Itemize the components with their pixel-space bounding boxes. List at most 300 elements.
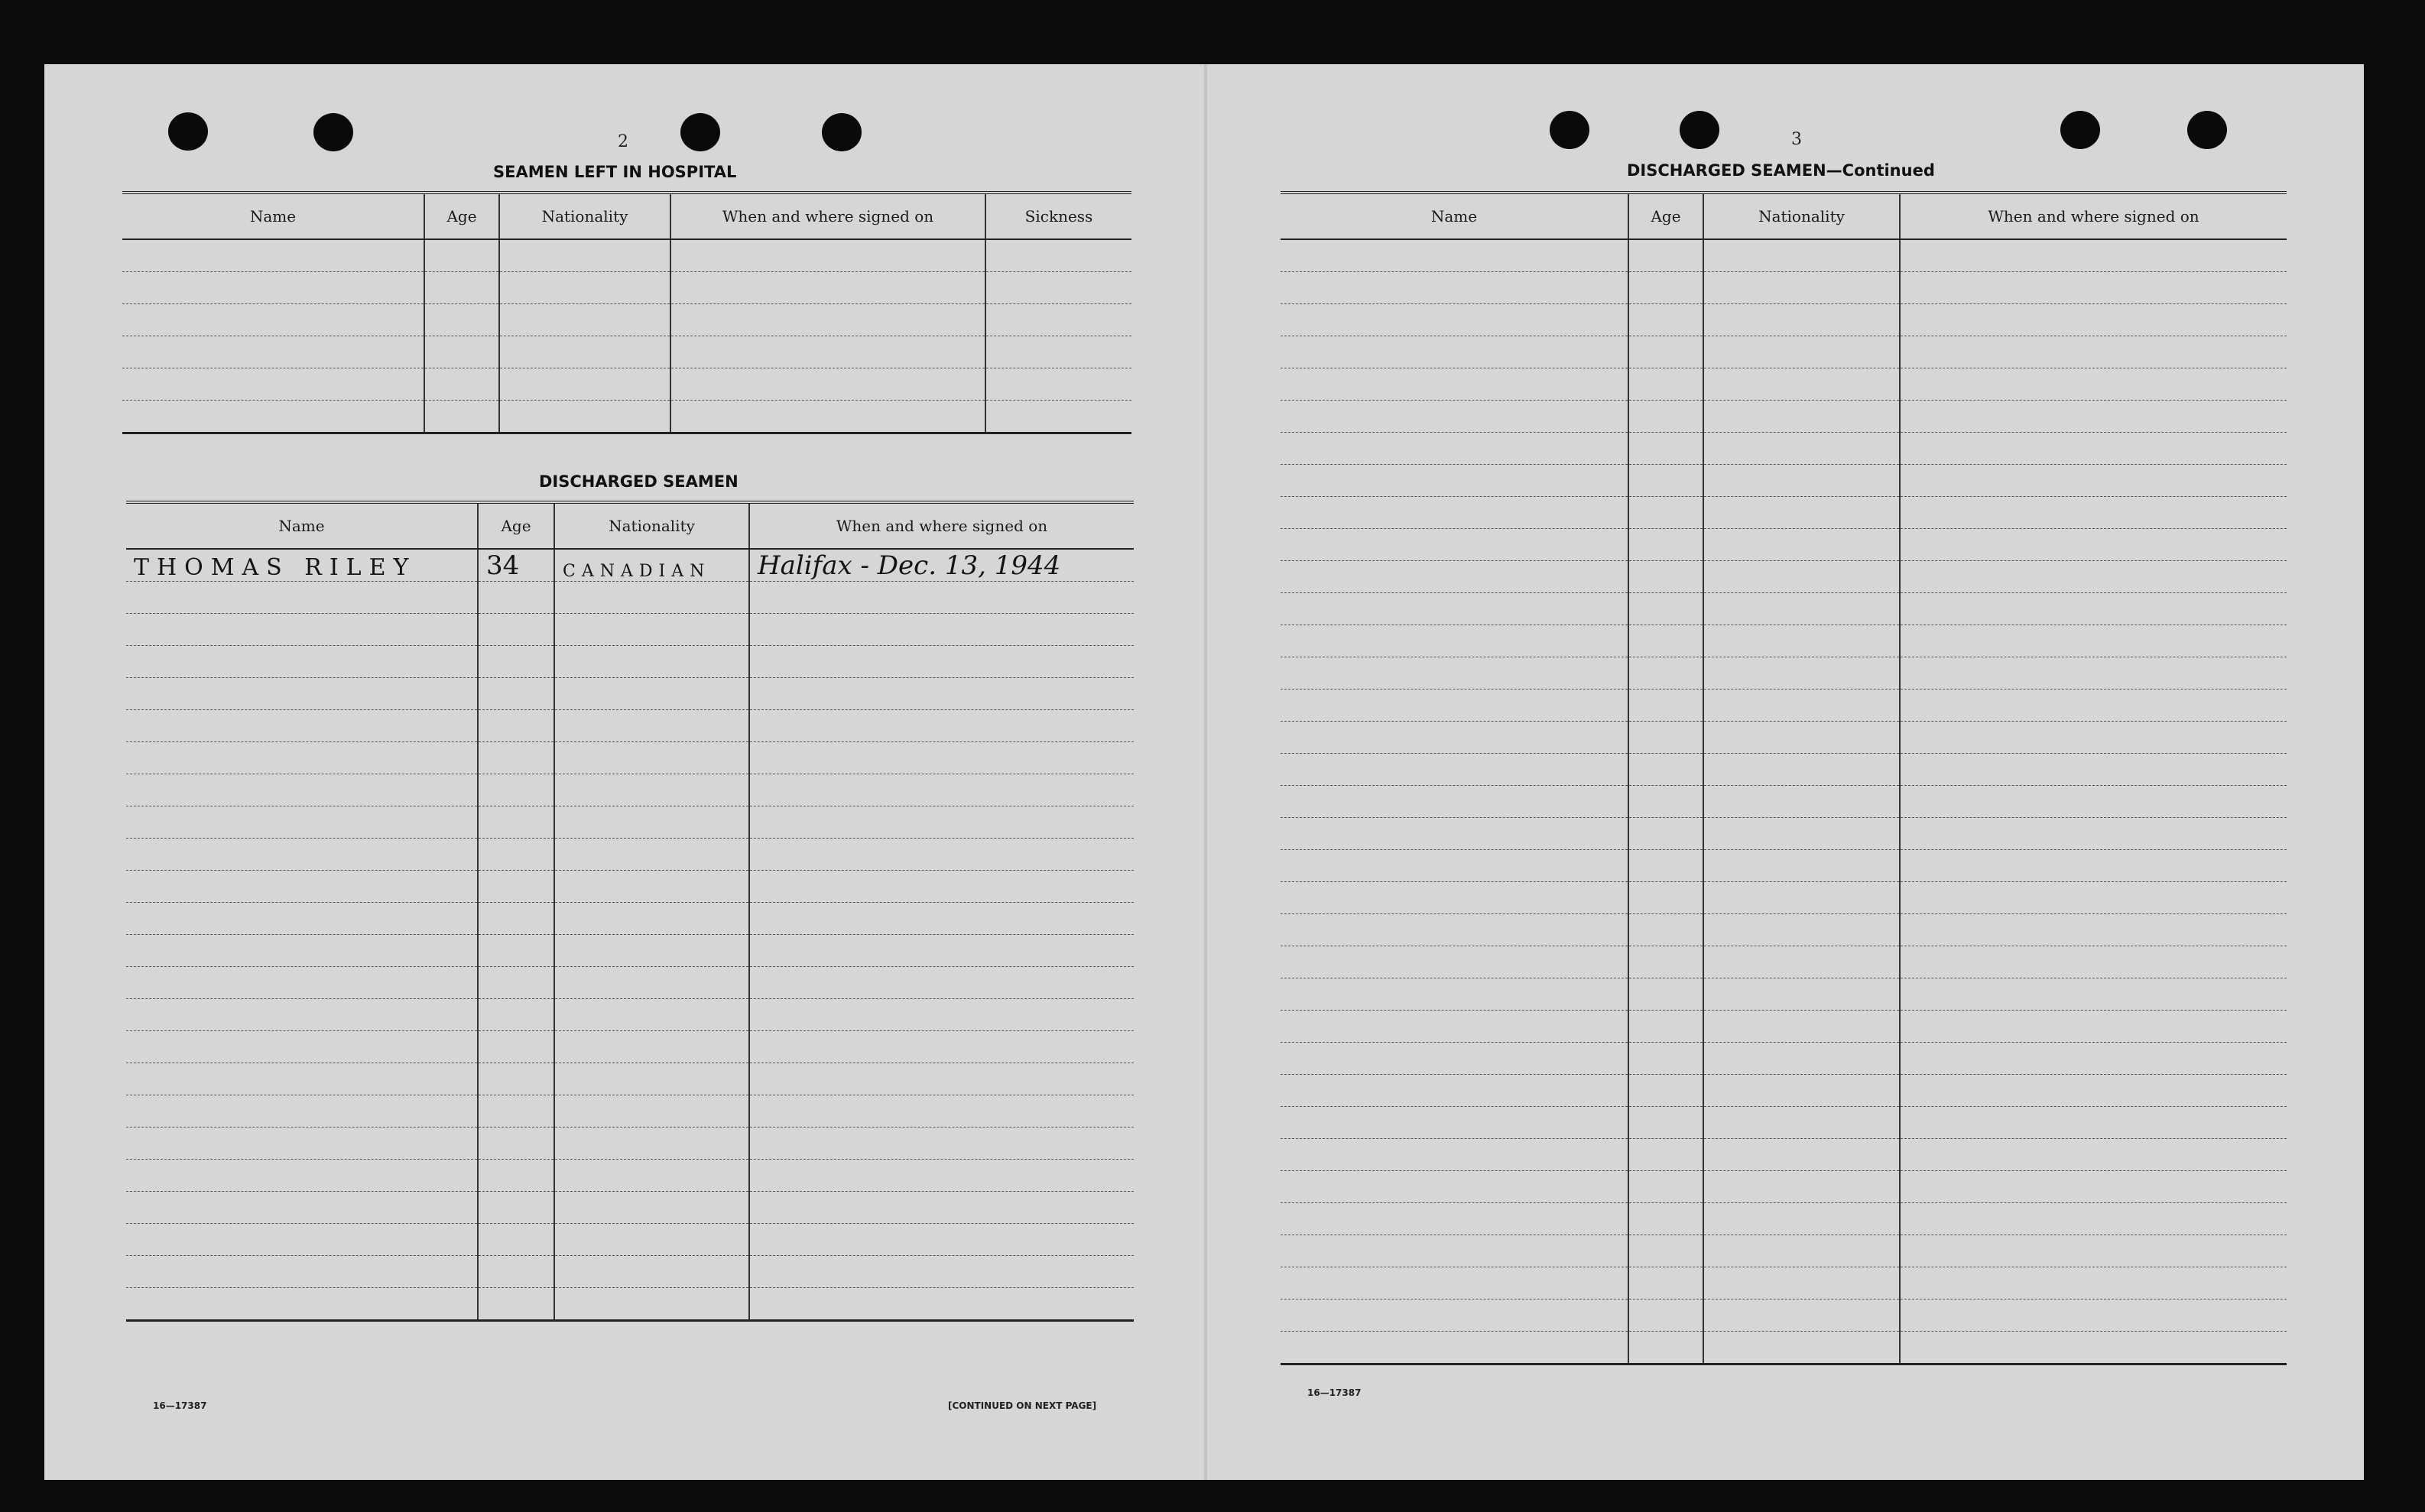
blank-cell xyxy=(554,1095,749,1128)
blank-row xyxy=(126,1063,1134,1095)
discharged-section-title: DISCHARGED SEAMEN xyxy=(539,472,739,491)
blank-cell xyxy=(1281,529,1628,561)
seaman-nationality: CANADIAN xyxy=(563,561,711,581)
blank-cell xyxy=(1628,1043,1703,1075)
blank-row xyxy=(1281,239,2287,272)
column-header-signed-on: When and where signed on xyxy=(670,193,985,239)
blank-cell xyxy=(478,774,554,806)
blank-cell xyxy=(1900,914,2287,946)
blank-row xyxy=(1281,882,2287,914)
blank-cell xyxy=(1900,561,2287,593)
blank-cell xyxy=(1628,304,1703,336)
blank-cell xyxy=(126,806,478,839)
blank-cell xyxy=(1281,914,1628,946)
blank-cell xyxy=(1703,368,1900,401)
blank-cell xyxy=(478,742,554,774)
blank-cell xyxy=(126,1192,478,1224)
blank-row xyxy=(1281,272,2287,304)
blank-cell xyxy=(1703,304,1900,336)
punch-hole xyxy=(822,113,862,151)
blank-cell xyxy=(1281,786,1628,818)
blank-cell xyxy=(1628,1267,1703,1299)
blank-cell xyxy=(499,336,670,368)
blank-cell xyxy=(554,1224,749,1256)
blank-cell xyxy=(1900,625,2287,657)
blank-row xyxy=(1281,368,2287,401)
blank-cell xyxy=(1703,401,1900,433)
blank-cell xyxy=(478,806,554,839)
blank-cell xyxy=(1628,529,1703,561)
blank-row xyxy=(126,871,1134,903)
blank-cell xyxy=(1281,239,1628,272)
blank-cell xyxy=(424,239,499,272)
blank-cell xyxy=(126,871,478,903)
blank-cell xyxy=(1900,1267,2287,1299)
column-header-nationality: Nationality xyxy=(499,193,670,239)
blank-cell xyxy=(554,1031,749,1063)
blank-cell xyxy=(1628,689,1703,722)
blank-cell xyxy=(122,401,424,433)
blank-row xyxy=(1281,1332,2287,1364)
blank-cell xyxy=(554,582,749,614)
punch-hole xyxy=(2060,111,2100,149)
blank-cell xyxy=(126,1256,478,1288)
blank-cell xyxy=(424,368,499,401)
blank-cell xyxy=(749,1095,1134,1128)
blank-cell xyxy=(478,1192,554,1224)
blank-cell xyxy=(126,646,478,678)
blank-cell xyxy=(126,967,478,999)
form-number-left: 16—17387 xyxy=(153,1400,207,1411)
blank-cell xyxy=(749,1192,1134,1224)
blank-row xyxy=(122,239,1131,272)
blank-cell xyxy=(1628,465,1703,497)
blank-cell xyxy=(554,1192,749,1224)
blank-cell xyxy=(126,1160,478,1192)
blank-cell xyxy=(126,1031,478,1063)
blank-row xyxy=(1281,1107,2287,1139)
column-header-signed-on: When and where signed on xyxy=(749,502,1134,549)
blank-row xyxy=(1281,336,2287,368)
blank-cell xyxy=(1703,1107,1900,1139)
blank-cell xyxy=(1281,1235,1628,1267)
blank-cell xyxy=(1900,1011,2287,1043)
seaman-age: 34 xyxy=(486,550,520,581)
blank-cell xyxy=(749,646,1134,678)
blank-row xyxy=(1281,529,2287,561)
blank-cell xyxy=(1281,593,1628,625)
blank-row xyxy=(126,678,1134,710)
blank-cell xyxy=(1703,1299,1900,1332)
blank-cell xyxy=(1703,754,1900,786)
blank-cell xyxy=(1703,914,1900,946)
blank-row xyxy=(126,1256,1134,1288)
blank-cell xyxy=(122,336,424,368)
blank-cell xyxy=(1281,561,1628,593)
blank-row xyxy=(126,582,1134,614)
blank-cell xyxy=(478,710,554,742)
blank-cell xyxy=(985,272,1131,304)
blank-cell xyxy=(554,646,749,678)
blank-cell xyxy=(749,967,1134,999)
blank-cell xyxy=(1703,433,1900,465)
blank-row xyxy=(126,806,1134,839)
blank-cell xyxy=(478,1256,554,1288)
blank-cell xyxy=(554,774,749,806)
blank-cell xyxy=(1900,978,2287,1011)
blank-row xyxy=(126,1095,1134,1128)
blank-row xyxy=(126,1192,1134,1224)
blank-cell xyxy=(1703,850,1900,882)
blank-cell xyxy=(122,272,424,304)
blank-cell xyxy=(554,871,749,903)
continued-note: [CONTINUED ON NEXT PAGE] xyxy=(948,1400,1097,1411)
blank-cell xyxy=(985,368,1131,401)
blank-cell xyxy=(1628,1171,1703,1203)
blank-cell xyxy=(126,742,478,774)
hospital-table xyxy=(122,191,1131,434)
blank-cell xyxy=(1628,368,1703,401)
blank-row xyxy=(126,967,1134,999)
blank-cell xyxy=(1628,239,1703,272)
blank-cell xyxy=(1628,1107,1703,1139)
blank-cell xyxy=(554,903,749,935)
seaman-name: THOMAS RILEY xyxy=(134,553,417,581)
blank-cell xyxy=(554,1288,749,1321)
blank-cell xyxy=(1900,1043,2287,1075)
blank-cell xyxy=(1281,1203,1628,1235)
blank-cell xyxy=(1628,914,1703,946)
blank-cell xyxy=(1900,1139,2287,1171)
blank-cell xyxy=(1281,722,1628,754)
blank-cell xyxy=(1628,625,1703,657)
blank-cell xyxy=(126,1288,478,1321)
blank-cell xyxy=(1628,1139,1703,1171)
blank-cell xyxy=(478,871,554,903)
blank-cell xyxy=(749,806,1134,839)
column-header-age: Age xyxy=(424,193,499,239)
blank-row xyxy=(1281,850,2287,882)
blank-cell xyxy=(554,935,749,967)
blank-cell xyxy=(126,999,478,1031)
blank-cell xyxy=(749,903,1134,935)
blank-row xyxy=(1281,1139,2287,1171)
blank-cell xyxy=(1703,946,1900,978)
blank-cell xyxy=(1703,239,1900,272)
blank-cell xyxy=(1628,882,1703,914)
blank-cell xyxy=(126,1224,478,1256)
blank-cell xyxy=(122,239,424,272)
discharged-table-blank-rows xyxy=(126,582,1134,1321)
table-cell xyxy=(126,549,478,582)
blank-cell xyxy=(554,1128,749,1160)
blank-cell xyxy=(1281,754,1628,786)
column-header-nationality: Nationality xyxy=(554,502,749,549)
blank-cell xyxy=(670,239,985,272)
blank-cell xyxy=(1281,657,1628,689)
blank-cell xyxy=(1900,1107,2287,1139)
blank-row xyxy=(126,1128,1134,1160)
blank-cell xyxy=(1628,1299,1703,1332)
blank-cell xyxy=(1281,1107,1628,1139)
blank-cell xyxy=(554,999,749,1031)
blank-cell xyxy=(554,614,749,646)
blank-cell xyxy=(1628,1235,1703,1267)
blank-cell xyxy=(1281,465,1628,497)
blank-cell xyxy=(1703,1267,1900,1299)
blank-cell xyxy=(1900,1299,2287,1332)
blank-cell xyxy=(499,368,670,401)
blank-cell xyxy=(749,999,1134,1031)
blank-row xyxy=(126,839,1134,871)
blank-cell xyxy=(1900,786,2287,818)
blank-row xyxy=(1281,914,2287,946)
blank-cell xyxy=(122,304,424,336)
blank-cell xyxy=(1281,1075,1628,1107)
blank-cell xyxy=(424,336,499,368)
blank-cell xyxy=(478,967,554,999)
table-cell xyxy=(554,549,749,582)
blank-row xyxy=(1281,625,2287,657)
discharged-continued-title-main: DISCHARGED SEAMEN xyxy=(1627,161,1826,180)
blank-row xyxy=(126,1224,1134,1256)
blank-cell xyxy=(1703,1171,1900,1203)
column-header-age: Age xyxy=(478,502,554,549)
blank-cell xyxy=(985,336,1131,368)
blank-cell xyxy=(478,1063,554,1095)
blank-cell xyxy=(749,678,1134,710)
blank-cell xyxy=(1628,1332,1703,1364)
blank-row xyxy=(122,304,1131,336)
blank-cell xyxy=(126,678,478,710)
blank-cell xyxy=(1281,1267,1628,1299)
discharged-continued-title xyxy=(1627,163,1935,179)
blank-cell xyxy=(1281,625,1628,657)
blank-cell xyxy=(478,839,554,871)
blank-row xyxy=(126,742,1134,774)
blank-cell xyxy=(1703,818,1900,850)
blank-cell xyxy=(1281,497,1628,529)
blank-cell xyxy=(1900,272,2287,304)
blank-row xyxy=(126,1288,1134,1321)
blank-cell xyxy=(1703,657,1900,689)
blank-cell xyxy=(749,1160,1134,1192)
blank-row xyxy=(126,614,1134,646)
blank-cell xyxy=(1281,1299,1628,1332)
blank-cell xyxy=(670,336,985,368)
blank-cell xyxy=(1900,850,2287,882)
blank-cell xyxy=(1703,786,1900,818)
discharged-continued-table xyxy=(1281,191,2287,1365)
blank-row xyxy=(1281,657,2287,689)
blank-row xyxy=(1281,561,2287,593)
blank-cell xyxy=(1281,946,1628,978)
blank-cell xyxy=(554,839,749,871)
column-header-name: Name xyxy=(126,502,478,549)
blank-cell xyxy=(1900,304,2287,336)
blank-cell xyxy=(670,368,985,401)
blank-cell xyxy=(749,1288,1134,1321)
table-row xyxy=(126,549,1134,582)
blank-cell xyxy=(1703,497,1900,529)
blank-cell xyxy=(478,614,554,646)
seaman-signed-on: Halifax - Dec. 13, 1944 xyxy=(758,550,1061,581)
blank-cell xyxy=(1703,593,1900,625)
blank-row xyxy=(1281,593,2287,625)
blank-row xyxy=(1281,978,2287,1011)
blank-row xyxy=(126,646,1134,678)
blank-row xyxy=(1281,1299,2287,1332)
blank-row xyxy=(1281,1075,2287,1107)
blank-cell xyxy=(749,774,1134,806)
blank-cell xyxy=(554,967,749,999)
blank-cell xyxy=(499,239,670,272)
blank-row xyxy=(1281,1203,2287,1235)
discharged-table xyxy=(126,501,1134,1322)
blank-cell xyxy=(749,614,1134,646)
blank-row xyxy=(1281,1267,2287,1299)
blank-cell xyxy=(1281,1171,1628,1203)
blank-row xyxy=(126,903,1134,935)
blank-cell xyxy=(1628,593,1703,625)
blank-cell xyxy=(1703,978,1900,1011)
blank-row xyxy=(126,1031,1134,1063)
blank-cell xyxy=(478,999,554,1031)
blank-cell xyxy=(1900,239,2287,272)
blank-cell xyxy=(1628,786,1703,818)
blank-row xyxy=(126,999,1134,1031)
blank-row xyxy=(126,1160,1134,1192)
blank-cell xyxy=(985,304,1131,336)
blank-cell xyxy=(126,839,478,871)
blank-cell xyxy=(749,742,1134,774)
discharged-table-body xyxy=(126,549,1134,582)
punch-hole xyxy=(680,113,720,151)
blank-cell xyxy=(749,1256,1134,1288)
blank-cell xyxy=(1900,1332,2287,1364)
blank-cell xyxy=(670,304,985,336)
column-header-name: Name xyxy=(122,193,424,239)
blank-cell xyxy=(749,1031,1134,1063)
blank-cell xyxy=(126,1128,478,1160)
blank-row xyxy=(1281,465,2287,497)
blank-cell xyxy=(1703,882,1900,914)
blank-cell xyxy=(1900,1235,2287,1267)
blank-cell xyxy=(749,839,1134,871)
blank-cell xyxy=(1628,946,1703,978)
page-fold xyxy=(1204,64,1207,1480)
column-header-age: Age xyxy=(1628,193,1703,239)
blank-cell xyxy=(1900,401,2287,433)
blank-cell xyxy=(1628,433,1703,465)
hospital-table-body xyxy=(122,239,1131,433)
bleed-through-mark xyxy=(145,159,156,186)
blank-cell xyxy=(1900,882,2287,914)
blank-cell xyxy=(1900,529,2287,561)
discharged-continued-table-body xyxy=(1281,239,2287,1364)
blank-row xyxy=(122,368,1131,401)
blank-cell xyxy=(1900,722,2287,754)
blank-cell xyxy=(478,935,554,967)
blank-cell xyxy=(478,1031,554,1063)
blank-cell xyxy=(1281,433,1628,465)
page-number-right: 3 xyxy=(1791,130,1802,149)
blank-cell xyxy=(478,678,554,710)
blank-cell xyxy=(749,710,1134,742)
blank-cell xyxy=(1703,1235,1900,1267)
blank-cell xyxy=(126,903,478,935)
blank-cell xyxy=(1900,368,2287,401)
punch-hole xyxy=(1550,111,1589,149)
blank-cell xyxy=(478,1128,554,1160)
blank-cell xyxy=(1628,818,1703,850)
form-number-right: 16—17387 xyxy=(1307,1387,1362,1398)
blank-cell xyxy=(1703,1203,1900,1235)
blank-cell xyxy=(1900,818,2287,850)
blank-cell xyxy=(1281,336,1628,368)
blank-cell xyxy=(1281,1043,1628,1075)
blank-cell xyxy=(1628,561,1703,593)
blank-cell xyxy=(554,1160,749,1192)
blank-cell xyxy=(749,582,1134,614)
blank-cell xyxy=(1281,978,1628,1011)
punch-hole xyxy=(2187,111,2227,149)
blank-cell xyxy=(1900,497,2287,529)
blank-row xyxy=(1281,946,2287,978)
punch-hole xyxy=(168,112,208,151)
blank-cell xyxy=(1703,1043,1900,1075)
blank-cell xyxy=(1628,722,1703,754)
blank-cell xyxy=(1900,593,2287,625)
blank-cell xyxy=(1900,433,2287,465)
blank-cell xyxy=(1281,689,1628,722)
blank-row xyxy=(126,710,1134,742)
blank-cell xyxy=(1281,401,1628,433)
blank-cell xyxy=(1628,754,1703,786)
blank-cell xyxy=(1703,1075,1900,1107)
blank-cell xyxy=(985,239,1131,272)
blank-cell xyxy=(1703,1139,1900,1171)
blank-cell xyxy=(670,401,985,433)
blank-cell xyxy=(749,1224,1134,1256)
column-header-signed-on: When and where signed on xyxy=(1900,193,2287,239)
blank-row xyxy=(1281,497,2287,529)
column-header-sickness: Sickness xyxy=(985,193,1131,239)
blank-row xyxy=(1281,1011,2287,1043)
blank-cell xyxy=(1628,272,1703,304)
blank-cell xyxy=(126,582,478,614)
blank-row xyxy=(1281,1043,2287,1075)
blank-cell xyxy=(126,710,478,742)
blank-cell xyxy=(1281,1139,1628,1171)
blank-row xyxy=(126,935,1134,967)
blank-row xyxy=(1281,433,2287,465)
blank-cell xyxy=(424,304,499,336)
blank-cell xyxy=(122,368,424,401)
blank-row xyxy=(1281,818,2287,850)
blank-row xyxy=(1281,401,2287,433)
blank-cell xyxy=(1281,272,1628,304)
blank-cell xyxy=(554,806,749,839)
blank-cell xyxy=(1900,465,2287,497)
column-header-name: Name xyxy=(1281,193,1628,239)
punch-hole xyxy=(313,113,353,151)
blank-cell xyxy=(985,401,1131,433)
blank-cell xyxy=(1703,465,1900,497)
blank-cell xyxy=(1900,336,2287,368)
punch-hole xyxy=(1680,111,1719,149)
blank-cell xyxy=(126,1063,478,1095)
